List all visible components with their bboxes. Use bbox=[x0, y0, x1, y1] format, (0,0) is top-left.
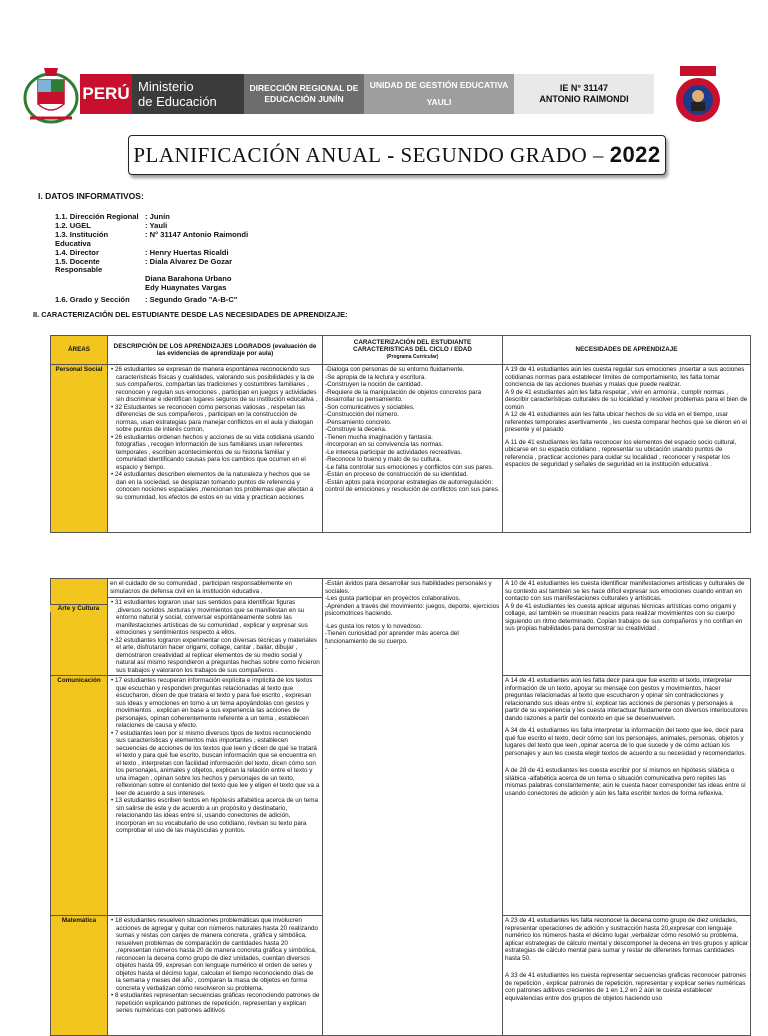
personal-desc-item: • 32 Estudiantes se reconocen como personas valiosas , respetan las diferencias de sus compañeros , participan en la construcción de normas, usan estrategias para manejar conflictos en el aula y dialogan sobre puntos de interés común. bbox=[110, 404, 320, 434]
header-car2: CARACTERISTICAS DEL CICLO / EDAD bbox=[353, 346, 472, 354]
datos-label bbox=[55, 275, 145, 284]
ie-line2: ANTONIO RAIMONDI bbox=[539, 94, 629, 104]
peru-label: PERÚ bbox=[80, 74, 132, 114]
personal-desc-cell bbox=[108, 365, 323, 533]
ie-line1: IE N° 31147 bbox=[559, 83, 609, 93]
personal-car-item: -Construyen la noción de cantidad. bbox=[325, 381, 423, 388]
personal-car-item: -Pensamiento concreto. bbox=[325, 418, 392, 426]
ie-label bbox=[514, 74, 654, 114]
continued-car-cell bbox=[323, 579, 503, 1036]
com-desc-item: • 13 estudiantes escriben textos en hipótesis alfabética acerca de un tema sin salirse de este y de acuerdo a un propósito y destinatario, relacionando las ideas entre sí, usando conectores de adición, incorporan en su vocabulario de uso cotidiano, revisan su texto para comprobar el uso de las mayúsculas y puntos. bbox=[110, 797, 320, 835]
personal-car-item: -Están en proceso de construcción de su identidad. bbox=[325, 471, 469, 478]
personal-desc-item: • 26 estudiantes se expresan de manera espontánea reconociendo sus características físicas y cualidades, valorando sus posibilidades y la de sus compañeros, compartan las tradiciones y costumbres familiares , reconocen y regulan sus emociones , participan en juegos y actividades sin discriminar e identifican lugares seguros de su institución educativa . bbox=[110, 366, 320, 404]
ugel-line2: YAULI bbox=[426, 97, 452, 107]
personal-car-item: -Le interesa participar de actividades recreativas. bbox=[325, 448, 463, 456]
title-dash2: – bbox=[592, 142, 604, 167]
personal-desc-item: • 24 estudiantes describen elementos de la naturaleza y hechos que se dan en la sociedad, se desplazan tomando puntos de referencia y conocen nociones espaciales ,mencionan los problemas que afectan a su comunidad, los efectos de estos en su vida y practican acciones bbox=[110, 471, 320, 501]
school-logo-icon bbox=[674, 66, 722, 124]
area-arte-cultura: Arte y Cultura bbox=[50, 604, 107, 612]
header-descripcion: DESCRIPCIÓN DE LOS APRENDIZAJES LOGRADOS (evaluación de las evidencias de aprendizaje por aula) bbox=[108, 336, 323, 365]
title-main: PLANIFICACIÓN ANUAL bbox=[133, 142, 382, 167]
personal-car-item: -Se apropia de la lectura y escritura. bbox=[325, 373, 427, 381]
arte-nec-cell bbox=[503, 579, 751, 676]
arte-desc-block bbox=[108, 597, 322, 674]
datos-row bbox=[55, 296, 248, 305]
personal-car-item: -Están aptos para incorporar estrategias de autorregulación: control de emociones y resolución de conflictos con sus pares. bbox=[325, 478, 500, 493]
area-matematica: Matemática bbox=[51, 916, 108, 1036]
caracterizacion-table-continued bbox=[50, 578, 751, 1036]
arte-desc-item: • 31 estudiantes lograron usar sus sentidos para identificar figuras ,diversos sonidos ,texturas y movimientos que se manifiestan en su entorno natural y social, conversar espontáneamente sobre las manifestaciones artísticas de su comunidad , explicar y expresar sus emociones y sentimientos respecto a ellos. bbox=[110, 599, 320, 637]
header-car1: CARACTERIZACIÓN DEL ESTUDIANTE bbox=[353, 338, 472, 346]
personal-desc-item: • 26 estudiantes ordenan hechos y acciones de su vida cotidiana usando fotografías , recogen información de sus familiares usan referentes temporales , escriben acontecimientos de su historia familiar y comunidad identificando causas para los cambios que ocurren en el espacio y tiempo. bbox=[110, 434, 320, 472]
personal-car-item: -Incorporan en su convivencia las normas. bbox=[325, 441, 444, 448]
datos-label: 1.4. Director bbox=[55, 247, 99, 257]
area-personal-social: Personal Social bbox=[51, 365, 108, 533]
ministerio-line2: de Educación bbox=[138, 94, 217, 109]
mat-nec-item: A 33 de 41 estudiantes les cuesta representar secuencias graficas reconocer patrones de repetición , explicar patrones de repetición, representar y explicar series numéricas con patrones aditivos crecientes de 1 en 1,2 en 2 aún le cuesta establecer equivalencias entre dos grupos de objetos haciendo uso bbox=[505, 972, 747, 1002]
com-nec-cell bbox=[503, 676, 751, 916]
personal-nec-item: A 11 de 41 estudiantes les falta reconocer los elementos del espacio socio cultural, ubicarse en su espacio cotidiano , representar su ubicación usando puntos de referencia , practicar acciones para cuidar su localidad , reconocer y respetar los espacios de seguridad y señales de seguridad en la institución educativa . bbox=[505, 438, 737, 468]
header-necesidades: NECESIDADES DE APRENDIZAJE bbox=[503, 336, 751, 365]
mat-desc-cell bbox=[108, 916, 323, 1036]
mat-nec-cell bbox=[503, 916, 751, 1036]
personal-nec-item: A 12 de 41 estudiantes aún les falta ubicar hechos de su vida en el tiempo, usar referentes temporales asertivamente , les cuesta comparar hechos que se dieron en el presente y el pasado bbox=[505, 411, 747, 433]
mat-desc-item: • 18 estudiantes resuelven situaciones problemáticas que involucren acciones de agregar y quitar con números naturales hasta 20 realizando sumas y restas con canjes de manera concreta , gráfica y simbólica, resuelven problemas de comparación de cantidades hasta 20 ,representan números hasta 20 de manera concreta gráfica y simbólica, reconocen la decena como grupo de diez unidades, cuentan diversos objetos hasta 99, expresan con lenguaje numérico el orden de seres y objetos hasta el décimo lugar, calculan el tiempo reconociendo días de la semana y meses del año , comparan la masa de objetos en forma concreta y verbalizan cómo resolvieron su problema. bbox=[110, 917, 320, 992]
datos-value: : Diala Alvarez De Gozar bbox=[145, 256, 233, 266]
continued-desc-cell bbox=[108, 579, 323, 676]
ministerio-line1: Ministerio bbox=[138, 79, 194, 94]
area-comunicacion: Comunicación bbox=[51, 676, 108, 916]
continued-desc-text: en el cuidado de su comunidad , participan responsablemente en simulacros de defensa civil en la institución educativa . bbox=[110, 580, 293, 595]
peru-coat-of-arms-icon bbox=[22, 60, 80, 128]
area-continued bbox=[51, 579, 108, 676]
header-car3: (Programa Curricular) bbox=[386, 353, 439, 360]
datos-label: 1.1. Dirección Regional bbox=[55, 212, 139, 221]
page-header bbox=[22, 60, 746, 128]
personal-car-item: -Le falta controlar sus emociones y conflictos con sus pares. bbox=[325, 463, 494, 471]
continued-car-item: -Les gusta los retos y lo novedoso. bbox=[325, 622, 423, 630]
datos-value: Edy Huaynates Vargas bbox=[145, 283, 227, 293]
datos-row bbox=[55, 231, 248, 249]
continued-car-item: - bbox=[325, 645, 328, 652]
mat-desc-item: • 8 estudiantes representan secuencias gráficas reconociendo patrones de repetición explicando patrones de repetición, representan y explican series numéricas con patrones aditivos bbox=[110, 992, 320, 1015]
personal-nec-item: A 19 de 41 estudiantes aún les cuesta regular sus emociones ,insertar a sus acciones cotidianas normas para establecer límites de comportamiento, les falta tomar conciencia de las acciones buenas y malas que puede realizar. bbox=[505, 366, 745, 388]
arte-nec-item: A 10 de 41 estudiantes les cuesta identificar manifestaciones artísticas y culturales de su contexto así también se les hace difícil expresar sus emociones cuando entran en contacto con sus manifestaciones culturales y artísticas. bbox=[505, 580, 745, 602]
section1-heading: I. DATOS INFORMATIVOS: bbox=[38, 191, 144, 201]
datos-label: 1.3. Institución Educativa bbox=[55, 229, 109, 248]
datos-label: 1.2. UGEL bbox=[55, 220, 91, 230]
datos-informativos bbox=[55, 213, 248, 305]
document-title bbox=[128, 135, 666, 175]
section2-heading: II. CARACTERIZACIÓN DEL ESTUDIANTE DESDE LAS NECESIDADES DE APRENDIZAJE: bbox=[33, 310, 348, 319]
datos-value: : Henry Huertas Ricaldi bbox=[145, 247, 229, 257]
personal-car-item: -Reconoce lo bueno y malo de su cultura. bbox=[325, 456, 442, 463]
datos-row bbox=[55, 284, 248, 293]
continued-car-item: -Están ávidos para desarrollar sus habilidades personales y sociales. bbox=[325, 580, 492, 595]
personal-car-item: -Construcción del número. bbox=[325, 411, 399, 418]
continued-car-item: -Tienen curiosidad por aprender más acerca del funcionamiento de su cuerpo. bbox=[325, 630, 459, 645]
ugel-line1: UNIDAD DE GESTIÓN EDUCATIVA bbox=[369, 80, 509, 90]
datos-value: Diana Barahona Urbano bbox=[145, 274, 232, 284]
datos-value: : N° 31147 Antonio Raimondi bbox=[145, 229, 249, 239]
personal-car-item: -Tienen mucha imaginación y fantasía. bbox=[325, 433, 433, 441]
com-desc-cell bbox=[108, 676, 323, 916]
com-desc-item: • 7 estudiantes leen por sí mismo diversos tipos de textos reconociendo sus características y elementos más importantes , establecen secuencias de acciones de los textos que leen y dicen de qué se tratará el texto y para qué fue escrito, buscan información que se encuentra en el texto , interpretan con facilidad información del texto, dicen cómo son los personajes, animales y objetos, explican la relación entre el texto y una imagen , opinan sobre los hechos y personajes de un texto, reflexionan sobre el contenido del texto que lee y eligen el texto que va a leer de acuerdo a sus intereses. bbox=[110, 730, 320, 798]
continued-car-item: -Les gusta participar en proyectos colaborativos. bbox=[325, 595, 461, 602]
caracterizacion-table-top bbox=[50, 335, 751, 533]
header-caracterizacion bbox=[323, 336, 503, 365]
datos-value: : Yauli bbox=[145, 220, 168, 230]
dre-label: DIRECCIÓN REGIONAL DE EDUCACIÓN JUNÍN bbox=[244, 74, 364, 114]
personal-car-item: -Requiere de la manipulación de objetos concretos para desarrollar su pensamiento. bbox=[325, 388, 482, 403]
com-desc-item: • 17 estudiantes recuperan información explícita e implícita de los textos que escuchan y responden preguntas relacionadas al texto que escucharon, dicen de que tratara el texto y para fue escrito , expresan sus ideas y emociones en torno a un tema apoyándolas con gestos y movimientos , explican en base a sus experiencia las acciones de personajes, opinan coherentemente referente a un tema , establecen relaciones de causa y efecto. bbox=[110, 677, 320, 730]
datos-label bbox=[55, 284, 145, 293]
title-year: 2022 bbox=[609, 142, 661, 167]
com-nec-item: A 14 de 41 estudiantes aún les falta decir para que fue escrito el texto, interpretar información de un texto, apoyar su mensaje con gestos y movimientos, hacer preguntas relacionadas al texto que escucharon y opinar sin contradicciones y relacionando sus ideas entre sí, explicar las acciones de personas y personajes a partir de su experiencia y les cuesta interactuar fluidamente con diversos interlocutores dando razones a partir del contexto en que se desenvuelven. bbox=[505, 677, 748, 722]
header-areas: ÁREAS bbox=[51, 336, 108, 365]
title-dash: - bbox=[387, 142, 395, 167]
datos-value: : Segundo Grado "A-B-C" bbox=[145, 295, 238, 305]
personal-car-item: -Son comunicativos y sociables. bbox=[325, 403, 415, 411]
personal-nec-item: A 9 de 41 estudiantes aún les falta respetar , vivir en armonía , cumplir normas , describir características culturales de su localidad y resolver problemas para el bien de común bbox=[505, 388, 748, 411]
ministerio-label bbox=[132, 74, 244, 114]
personal-car-item: -Construye la decena. bbox=[325, 426, 387, 433]
mat-nec-item: A 23 de 41 estudiantes les falta reconocer la decena como grupo de diez unidades, representar operaciones de adición y sustracción hasta 20,expresar con lenguaje numérico los números hasta el décimo lugar ,verbalizar cómo resolvió su problema, aplicar estrategias de cálculo mental y descomponer la decena en tres grupos y aplicar estrategias de cálculo mental para sumar y restar de diferentes formas cantidades hasta 50. bbox=[505, 917, 748, 962]
datos-row bbox=[55, 258, 248, 276]
arte-nec-item: A 9 de 41 estudiantes les cuesta aplicar algunas técnicas artísticas como origami y collage, así también se muestran reacios para realizar movimientos con su cuerpo siguiendo un ritmo determinado. Copian trabajos de sus compañeros y no confían en sus propias habilidades para demostrar su creatividad . bbox=[505, 602, 743, 632]
personal-nec-cell bbox=[503, 365, 751, 533]
datos-value: : Junín bbox=[145, 212, 170, 221]
continued-car-item: -Aprenden a través del movimiento: juegos, deporte, ejercicios psicomotrices haciendo. bbox=[325, 602, 500, 617]
personal-car-cell bbox=[323, 365, 503, 533]
com-nec-item: A 34 de 41 estudiantes les falta interpretar la información del texto que lee, decir para qué fue escrito el texto, decir cómo son los personajes, animales, personas, objetos y lugares del texto que leen ,opinar acerca de lo que sucede y de cómo actúan los personajes y aun les cuesta elegir textos de acuerdo a su necesidad y recomendarlos. bbox=[505, 727, 747, 757]
title-grade: SEGUNDO GRADO bbox=[400, 142, 588, 167]
personal-car-item: -Dialoga con personas de su entorno fluidamente. bbox=[325, 366, 465, 373]
ugel-label bbox=[364, 74, 514, 114]
datos-label: 1.5. Docente Responsable bbox=[55, 256, 103, 275]
datos-label: 1.6. Grado y Sección bbox=[55, 295, 130, 305]
arte-desc-item: • 32 estudiantes lograron experimentar con diversas técnicas y materiales el arte, disfrutaron hacer origami, collage, cantar , bailar, dibujar , demostraron creatividad al replicar elementos de su medio social y natural así mismo respondieron a preguntas hechas sobre como hicieron sus trabajos y valoraron los trabajos de sus compañeros . bbox=[110, 637, 320, 675]
com-nec-item: A de 28 de 41 estudiantes les cuesta escribir por sí mismos en hipótesis silábica o silábica -alfabética acerca de un tema o situación comunicativa pero repites las mismas palabras constantemente; aún le cuesta hacer corresponder las ideas entre sí usando conectores de adición y aún les falta escribir textos de forma reflexiva. bbox=[505, 767, 746, 797]
